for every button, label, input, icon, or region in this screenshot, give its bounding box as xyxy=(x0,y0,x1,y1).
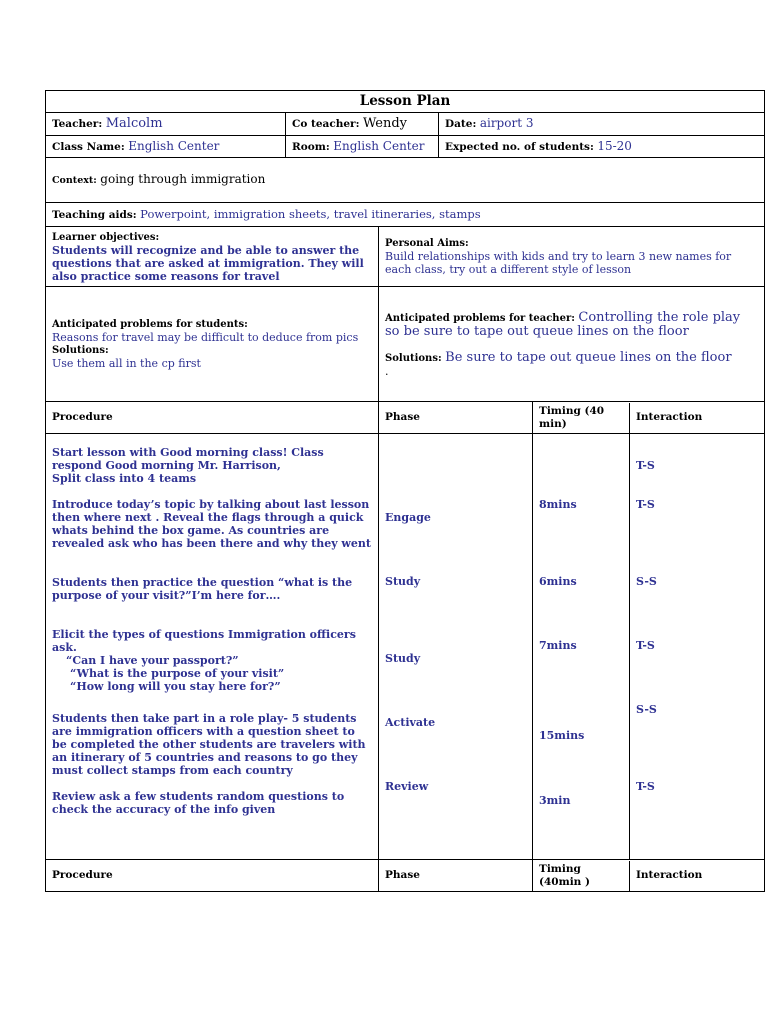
procedure-question-1: “Can I have your passport?” xyxy=(66,654,239,667)
teacher-problems-cell xyxy=(379,287,765,402)
phase-header-label: Phase xyxy=(385,411,420,423)
student-solutions-value: Use them all in the cp first xyxy=(52,357,201,370)
personal-aims-label: Personal Aims: xyxy=(385,238,469,249)
objectives-value: Students will recognize and be able to answer the questions that are asked at immigration. They will also practice some reasons for travel xyxy=(52,244,364,283)
context-cell xyxy=(46,158,765,203)
phase-header xyxy=(379,402,533,434)
teaching-aids-value: Powerpoint, immigration sheets, travel itineraries, stamps xyxy=(140,206,481,221)
footer-phase-header xyxy=(379,860,533,892)
timing-5: 3min xyxy=(539,794,571,807)
interaction-6: T-S xyxy=(636,780,655,793)
teacher-problems-value: Controlling the role play so be sure to tape out queue lines on the floor xyxy=(385,309,741,339)
timing-1: 8mins xyxy=(539,498,577,511)
context-value: going through immigration xyxy=(100,172,266,186)
teacher-solutions-label: Solutions: xyxy=(385,352,442,364)
interaction-5: S-S xyxy=(636,703,657,716)
footer-procedure-header: Procedure xyxy=(46,860,379,892)
personal-aims-value: Build relationships with kids and try to learn 3 new names for each class, try out a different style of lesson xyxy=(385,250,732,276)
objectives-label: Learner objectives: xyxy=(52,232,160,243)
room-label: Room: xyxy=(292,140,330,153)
phase-engage: Engage xyxy=(385,511,431,524)
date-cell xyxy=(439,113,765,136)
procedure-step-1: Start lesson with Good morning class! Class respond Good morning Mr. Harrison, xyxy=(52,446,324,472)
interaction-column xyxy=(630,434,764,859)
page-title: Lesson Plan xyxy=(46,91,765,113)
procedure-header: Procedure xyxy=(46,402,379,434)
timing-interaction-header xyxy=(533,402,765,434)
interaction-2: T-S xyxy=(636,498,655,511)
classname-value: English Center xyxy=(128,138,220,153)
teacher-cell xyxy=(46,113,286,136)
teaching-aids-label: Teaching aids: xyxy=(52,208,137,221)
timing-4: 15mins xyxy=(539,729,585,742)
lesson-plan-document xyxy=(45,90,763,892)
classname-label: Class Name: xyxy=(52,140,125,153)
procedure-step-2: Split class into 4 teams xyxy=(52,472,197,485)
students-value: 15-20 xyxy=(597,138,632,153)
teacher-solutions-value: Be sure to tape out queue lines on the floor xyxy=(445,349,732,365)
student-problems-label: Anticipated problems for students: xyxy=(52,319,248,330)
footer-timing-interaction-header xyxy=(533,860,765,892)
procedure-step-4: Students then practice the question “what is the purpose of your visit?”I’m here for…. xyxy=(52,576,353,602)
objectives-cell xyxy=(46,227,379,287)
student-problems-value: Reasons for travel may be difficult to deduce from pics xyxy=(52,331,359,344)
student-problems-cell xyxy=(46,287,379,402)
context-label: Context: xyxy=(52,175,97,186)
phase-study-1: Study xyxy=(385,575,421,588)
timing-3: 7mins xyxy=(539,639,577,652)
procedure-step-7: Review ask a few students random questions to check the accuracy of the info given xyxy=(52,790,345,816)
timing-interaction-cell xyxy=(533,434,765,860)
phase-activate: Activate xyxy=(385,716,436,729)
lesson-plan-table xyxy=(45,90,765,892)
teacher-name: Malcolm xyxy=(105,116,163,131)
footer-timing-header: Timing (40min ) xyxy=(533,861,630,891)
room-cell xyxy=(286,136,439,158)
teaching-aids-cell xyxy=(46,203,765,227)
procedure-step-5: Elicit the types of questions Immigration officers ask. xyxy=(52,628,356,654)
procedure-step-6: Students then take part in a role play- 5 students are immigration officers with a question sheet to be completed the other students are travelers with an itinerary of 5 countries and reasons to go they must collect stamps from each country xyxy=(52,712,366,777)
timing-2: 6mins xyxy=(539,575,577,588)
phase-study-2: Study xyxy=(385,652,421,665)
classname-cell xyxy=(46,136,286,158)
personal-aims-cell xyxy=(379,227,765,287)
interaction-1: T-S xyxy=(636,459,655,472)
coteacher-label: Co teacher: xyxy=(292,118,360,130)
students-label: Expected no. of students: xyxy=(445,140,594,153)
coteacher-name: Wendy xyxy=(362,116,408,131)
room-value: English Center xyxy=(333,138,425,153)
coteacher-cell xyxy=(286,113,439,136)
teacher-problems-label: Anticipated problems for teacher: xyxy=(385,312,575,324)
date-value: airport 3 xyxy=(479,116,534,130)
procedure-question-3: “How long will you stay here for?” xyxy=(70,680,281,693)
date-label: Date: xyxy=(445,118,477,130)
footer-interaction-header: Interaction xyxy=(636,869,703,881)
interaction-header: Interaction xyxy=(636,411,703,423)
student-solutions-label: Solutions: xyxy=(52,345,109,356)
procedure-question-2: “What is the purpose of your visit” xyxy=(70,667,285,680)
interaction-3: S-S xyxy=(636,575,657,588)
phase-cell xyxy=(379,434,533,860)
teacher-label: Teacher: xyxy=(52,118,103,130)
procedure-cell xyxy=(46,434,379,860)
footer-phase-label: Phase xyxy=(385,869,420,881)
phase-review: Review xyxy=(385,780,429,793)
students-cell xyxy=(439,136,765,158)
timing-column xyxy=(533,434,630,859)
timing-header: Timing (40 min) xyxy=(533,403,630,433)
teacher-solutions-trail: . xyxy=(385,364,389,378)
interaction-4: T-S xyxy=(636,639,655,652)
procedure-step-3: Introduce today’s topic by talking about last lesson then where next . Reveal the flags through a quick whats behind the box game. As countries are revealed ask who has been there and why they went xyxy=(52,498,371,550)
